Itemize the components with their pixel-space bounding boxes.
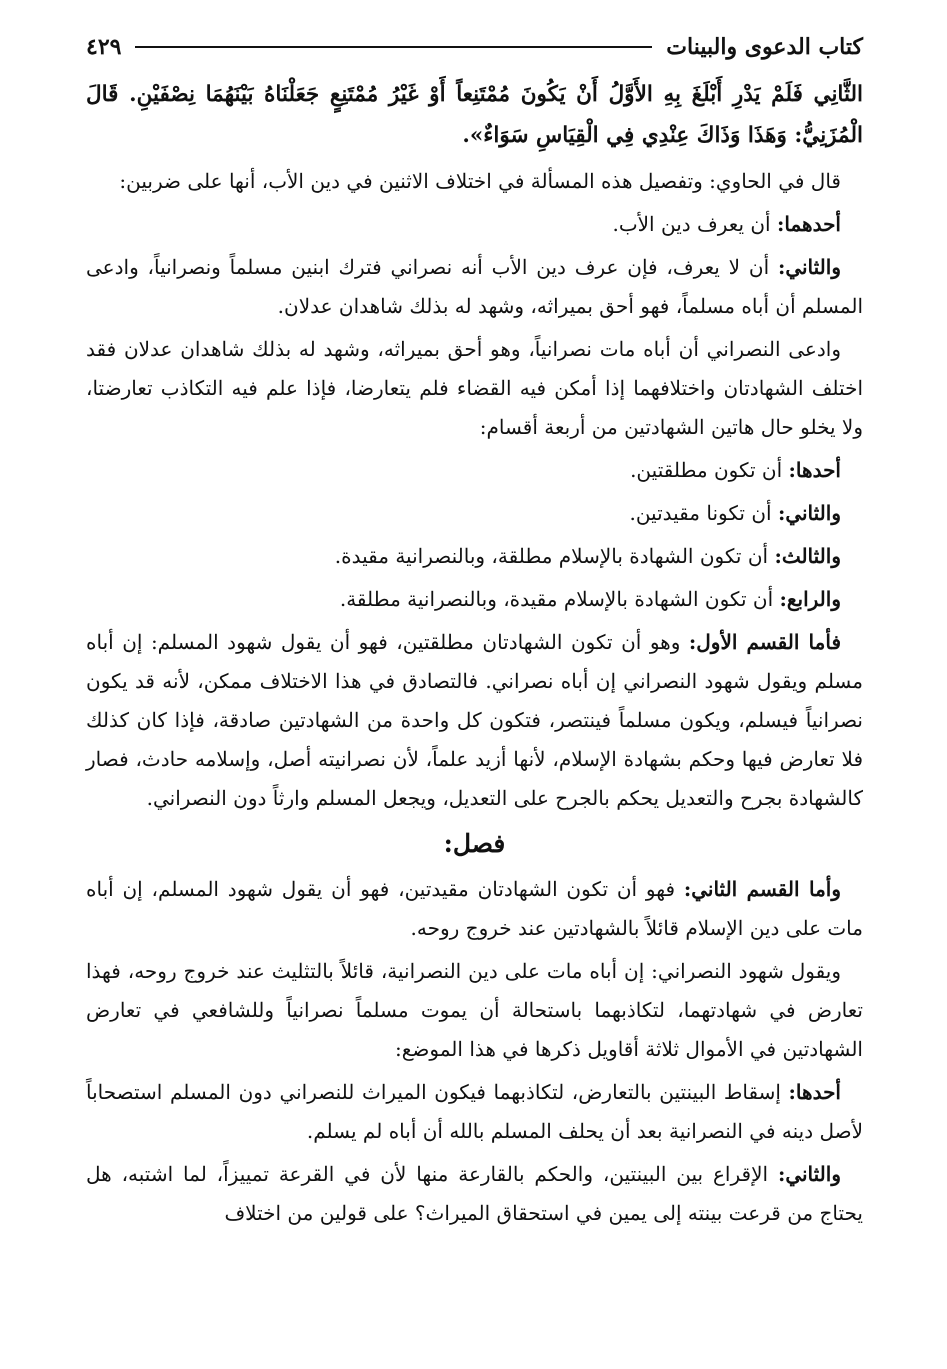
page-number: ٤٢٩: [86, 34, 122, 60]
paragraph: [86, 1073, 863, 1151]
page-header: [86, 30, 863, 64]
paragraph-lead: وأما القسم الثاني:: [683, 877, 842, 901]
paragraph: [86, 1155, 863, 1233]
paragraph: [86, 494, 863, 533]
paragraph: [86, 537, 863, 576]
paragraph-text: أن تكون الشهادة بالإسلام مطلقة، وبالنصرانية مقيدة.: [334, 544, 775, 568]
paragraph-lead: فأما القسم الأول:: [688, 630, 842, 654]
paragraph-lead: أحدها:: [788, 458, 841, 482]
paragraph: [86, 952, 863, 1069]
book-title: كتاب الدعوى والبينات: [666, 34, 863, 60]
paragraph-text: أن تكونا مقيدتين.: [629, 501, 778, 525]
mukhtasar-quote: الثَّانِي فَلَمْ يَدْرِ أَبْلَغَ بِهِ الأَوَّلُ أَنْ يَكُونَ مُمْتَنِعاً أَوْ غَيْرُ مُمْتَنِعٍ جَعَلْنَاهُ بَيْنَهُمَا نِصْفَيْنِ. قَالَ الْمُزَنِيُّ: وَهَذَا وَذَاكَ عِنْدِي فِي الْقِيَاسِ سَوَاءٌ».: [86, 82, 863, 148]
paragraph-lead: والرابع:: [779, 587, 841, 611]
paragraph: [86, 623, 863, 818]
paragraph: [86, 330, 863, 447]
paragraph: [86, 248, 863, 326]
paragraph-lead: والثاني:: [777, 255, 841, 279]
paragraph-lead: والثاني:: [777, 501, 841, 525]
paragraph-lead: أحدها:: [788, 1080, 841, 1104]
paragraph-text: أن لا يعرف، فإن عرف دين الأب أنه نصراني فترك ابنين مسلماً ونصرانياً، وادعى المسلم أن أباه مسلماً، فهو أحق بميراثه، وشهد له بذلك شاهدان عدلان.: [86, 255, 863, 318]
paragraph-text: قال في الحاوي: وتفصيل هذه المسألة في اختلاف الاثنين في دين الأب، أنها على ضربين:: [119, 169, 841, 193]
paragraph-text: ويقول شهود النصراني: إن أباه مات على دين النصرانية، قائلاً بالتثليث عند خروج روحه، فهذا تعارض في شهادتهما، لتكاذبهما باستحالة أن يموت مسلماً نصرانياً وللشافعي في تعارض الشهادتين في الأموال ثلاثة أقاويل ذكرها في هذا الموضع:: [86, 959, 863, 1061]
header-rule: [135, 46, 652, 48]
section-title: فصل:: [443, 829, 506, 858]
paragraph: [86, 162, 863, 201]
paragraph-lead: والثالث:: [774, 544, 841, 568]
paragraph-text: فهو أن تكون الشهادتان مقيدتين، فهو أن يقول شهود المسلم، إن أباه مات على دين الإسلام قائلاً بالشهادتين عند خروج روحه.: [86, 877, 863, 940]
paragraph-lead: والثاني:: [777, 1162, 841, 1186]
paragraph: [86, 870, 863, 948]
paragraph-lead: أحدهما:: [776, 212, 841, 236]
paragraph-text: أن تكون الشهادة بالإسلام مقيدة، وبالنصرانية مطلقة.: [339, 587, 780, 611]
paragraph-text: أن تكون مطلقتين.: [630, 458, 789, 482]
paragraph: [86, 451, 863, 490]
paragraph-text: وهو أن تكون الشهادتان مطلقتين، فهو أن يقول شهود المسلم: إن أباه مسلم ويقول شهود النصراني إن أباه نصراني. فالتصادق في هذا الاختلاف ممكن، لأنه قد يكون نصرانياً فيسلم، ويكون مسلماً فينتصر، فتكون كل واحدة من الشهادتين صادقة، فإذا كان كذلك فلا تعارض فيها وحكم بشهادة الإسلام، لأنها أزيد علماً، لأن نصرانيته أصل، وإسلامه حادث، فصار كالشهادة بجرح والتعديل يحكم بالجرح على التعديل، ويجعل المسلم وارثاً دون النصراني.: [86, 630, 863, 810]
paragraph-text: أن يعرف دين الأب.: [612, 212, 777, 236]
paragraph: [86, 205, 863, 244]
paragraph-text: إسقاط البينتين بالتعارض، لتكاذبهما فيكون الميراث للنصراني دون المسلم استصحاباً لأصل دينه في النصرانية بعد أن يحلف المسلم بالله أن أباه لم يسلم.: [86, 1080, 863, 1143]
paragraph-text: الإقراع بين البينتين، والحكم بالقارعة منها لأن في القرعة تمييزاً، لما اشتبه، هل يحتاج من قرعت بينته إلى يمين في استحقاق الميراث؟ على قولين من اختلاف: [86, 1162, 863, 1225]
paragraph: [86, 580, 863, 619]
paragraph-text: وادعى النصراني أن أباه مات نصرانياً، وهو أحق بميراثه، وشهد له بذلك شاهدان عدلان فقد اختلف الشهادتان واختلافهما إذا أمكن فيه القضاء فلم يتعارضا، فإذا علم فيه التكاذب تعارضتا، ولا يخلو حال هاتين الشهادتين من أربعة أقسام:: [86, 337, 863, 439]
